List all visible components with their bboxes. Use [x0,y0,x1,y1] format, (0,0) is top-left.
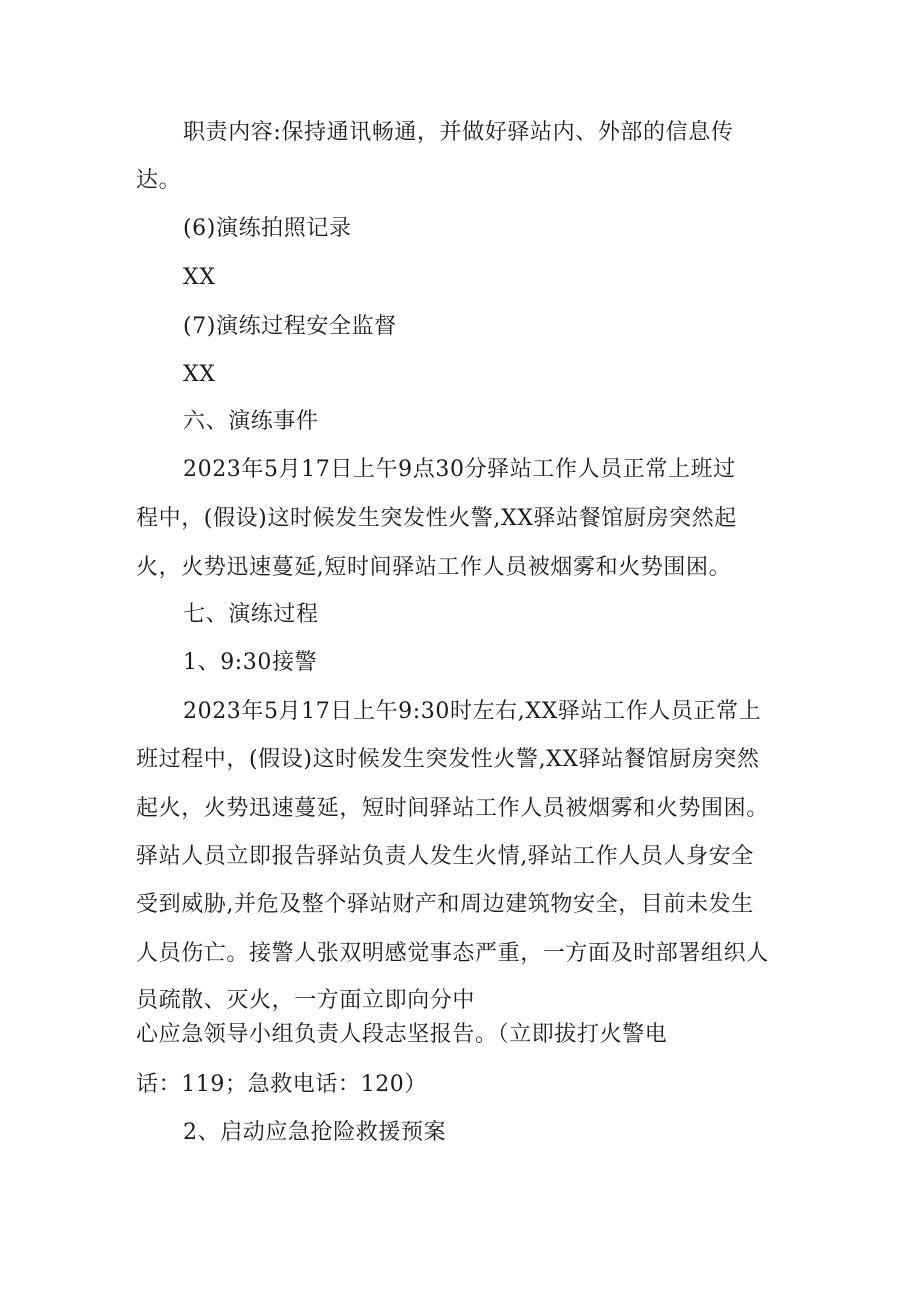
section-heading: 六、演练事件 [183,409,319,434]
text-line: 起火，火势迅速蔓延，短时间驿站工作人员被烟雾和火势围困。 [136,796,769,821]
section-heading: (6)演练拍照记录 [183,216,352,241]
text-line: XX [183,265,216,290]
text-line: XX [183,362,216,387]
text-line: 职责内容:保持通讯畅通，并做好驿站内、外部的信息传 [183,120,734,145]
text-line: 班过程中，(假设)这时候发生突发性火警,XX驿站餐馆厨房突然 [136,747,760,772]
text-line: 心应急领导小组负责人段志坚报告。（立即拔打火警电 [136,1022,668,1047]
text-line: 2023年5月17日上午9点30分驿站工作人员正常上班过 [183,457,736,482]
text-line: 2023年5月17日上午9:30时左右,XX驿站工作人员正常上 [183,699,762,724]
text-line: 话：119；急救电话：120） [136,1072,427,1097]
text-line: 达。 [136,168,182,193]
section-heading: (7)演练过程安全监督 [183,314,397,339]
text-line: 驿站人员立即报告驿站负责人发生火情,驿站工作人员人身安全 [136,844,754,869]
text-line: 程中，(假设)这时候发生突发性火警,XX驿站餐馆厨房突然起 [136,506,737,531]
subsection-heading: 2、启动应急抢险救援预案 [183,1120,447,1145]
text-line: 受到威胁,并危及整个驿站财产和周边建筑物安全，目前未发生 [136,892,754,917]
text-line: 人员伤亡。接警人张双明感觉事态严重，一方面及时部署组织人 [136,941,769,966]
text-line: 火，火势迅速蔓延,短时间驿站工作人员被烟雾和火势围困。 [136,555,732,580]
subsection-heading: 1、9:30接警 [183,650,318,675]
section-heading: 七、演练过程 [183,602,319,627]
text-line: 员疏散、灭火，一方面立即向分中 [136,988,476,1013]
